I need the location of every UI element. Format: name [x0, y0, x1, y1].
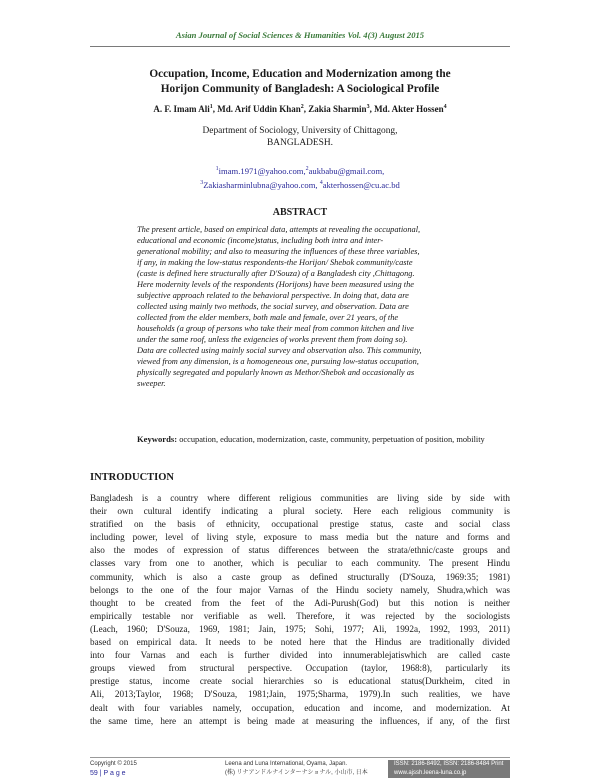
email-list: $^1$imam.1971@yahoo.com,$^2$aukbabu@gmail.com, $^3$Zakiasharminlubna@yahoo.com, $^4$akterhossen@cu.ac.bd — [200, 165, 400, 190]
email-sup: 3 — [200, 179, 204, 186]
email-link[interactable]: akterhossen@cu.ac.bd — [322, 179, 400, 190]
author-sup: 4 — [443, 104, 447, 110]
body-line: Ali, 2013;Taylor, 1968; D'Souza, 1981;Jain, 1975;Sharma, 1979).In such realities, we have — [90, 689, 510, 700]
body-line: Bangladesh is a country where different religious communities are living side by side with — [90, 493, 510, 503]
abstract-line: Here modernity levels of the respondents (Horijons) have been measured using the — [137, 280, 415, 289]
body-line: community, which is also a caste group as defined structurally (D'Souza, 1969:35; 1981) — [90, 571, 510, 582]
abstract-line: collected from the elder members, both male and female, over 21 years, of the — [137, 313, 399, 322]
body-line: empirically testable nor verifiable as well. Therefore, it was rejected by the sociologists — [90, 610, 510, 621]
abstract-line: physically segregated and popularly known as Methor/Shebok and occasionally as — [137, 368, 415, 377]
header-divider — [90, 46, 510, 47]
abstract-line: educational and economic (income)status, including both intra and inter- — [137, 236, 384, 245]
abstract-line: collected using mainly two methods, the social survey, and observation. Data are — [137, 302, 409, 311]
affiliation-line-2: BANGLADESH. — [267, 138, 333, 148]
email-link[interactable]: imam.1971@yahoo.com — [218, 165, 304, 176]
issn-text: ISSN: 2186-8492, ISSN: 2186-8484 Print — [394, 761, 504, 767]
footer-left — [90, 760, 137, 778]
body-line: stratified on the basis of ethnicity, occupational prestige status, caste and social class — [90, 519, 510, 530]
abstract-line: viewed from any dimension, is a homogeneous one, pursuing low-status occupation, — [137, 357, 419, 366]
author-name: Md. Akter Hossen — [374, 104, 444, 114]
keywords-label: Keywords: — [137, 434, 178, 444]
email-link[interactable]: aukbabu@gmail.com — [308, 165, 383, 176]
affiliation — [100, 125, 500, 149]
footer-divider — [90, 757, 510, 758]
keywords — [137, 434, 492, 445]
author-list: A. F. Imam Ali$^1$, Md. Arif Uddin Khan$^2$, Zakia Sharmin$^3$, Md. Akter Hossen$^4$ — [153, 104, 447, 114]
abstract-line: subjective approach related to the behavioral perspective. In doing that, data are — [137, 291, 409, 300]
body-line: classes vary from one to another, which is peculiar to each community. The present Hindu — [90, 558, 510, 569]
email-link[interactable]: Zakiasharminlubna@yahoo.com — [203, 179, 316, 190]
body-line: including power, level of living style, exposure to mass media but the nature and forms and — [90, 532, 510, 543]
body-line: thought to be created from the feet of the Adi-Purush(God) but this notion is neither — [90, 597, 510, 608]
body-line: dealt with four variables namely, occupation, education and income, and modernization. At — [90, 702, 510, 713]
author-name: Md. Arif Uddin Khan — [217, 104, 301, 114]
body-line: prestige status, income create social hierarchies so is educational status(Durkheim, cited in — [90, 676, 510, 687]
page-number: 59 | P a g e — [90, 770, 126, 777]
journal-url-link[interactable]: www.ajssh.leena-luna.co.jp — [394, 770, 467, 776]
body-line: their own cultural identify indicating a plural society. Here each religious community is — [90, 506, 510, 517]
introduction-body — [90, 492, 510, 728]
body-line: based on empirical data. It needs to be noted here that the Hindus are traditionally divided — [90, 637, 510, 648]
publisher-jp-text: (株) リナアンドルナインターナショナル, 小山市, 日本 — [225, 770, 368, 776]
body-line: groups viewed from structural perspective. Occupation (taylor, 1968:8), particularly its — [90, 663, 510, 674]
email-sup: 4 — [319, 179, 323, 186]
abstract-line: households (a group of persons who take their meal from common kitchen and live — [137, 324, 414, 333]
abstract-line: Data are collected using mainly social survey and observation also. This community, — [137, 346, 422, 355]
footer-publisher — [225, 760, 368, 778]
author-sup: 3 — [366, 104, 370, 110]
section-heading-introduction: INTRODUCTION — [90, 472, 175, 483]
author-name: Zakia Sharmin — [308, 104, 367, 114]
abstract-line: (caste is defined here structurally after D'Souza) of a Bangladesh city ,Chittagong. — [137, 269, 415, 278]
abstract-line: generational mobility; and also to measuring the influences of these three variables, — [137, 247, 420, 256]
copyright-text: Copyright © 2015 — [90, 761, 137, 767]
abstract-text — [137, 224, 487, 389]
email-sup: 1 — [215, 166, 219, 172]
abstract-line: if any, in making the low-status respondents-the Horijon/ Shebok community/caste — [137, 258, 413, 267]
publisher-text: Leena and Luna International, Oyama, Japan. — [225, 761, 348, 767]
author-sup: 2 — [300, 104, 304, 110]
abstract-line: under the same roof, unless the exigencies of works prevent them from doing so). — [137, 335, 408, 344]
footer-issn-box — [388, 760, 510, 778]
author-name: A. F. Imam Ali — [153, 104, 210, 114]
title-line-1: Occupation, Income, Education and Modernization among the — [149, 68, 451, 80]
title-line-2: Horijon Community of Bangladesh: A Sociological Profile — [160, 83, 440, 95]
author-sup: 1 — [209, 104, 213, 110]
abstract-line: The present article, based on empirical data, attempts at revealing the occupational, — [137, 225, 421, 234]
body-line: (Leach, 1960; D'Souza, 1969, 1981; Jain, 1975; Sohi, 1977; Ali, 1992a, 1992, 1993, 2011) — [90, 623, 510, 634]
abstract-heading: ABSTRACT — [272, 207, 328, 218]
journal-header: Asian Journal of Social Sciences & Humanities Vol. 4(3) August 2015 — [175, 30, 425, 40]
body-line: into four Varnas and each is further divided into innumerablejatiswhich are called caste — [90, 650, 510, 661]
body-line: also the modes of expression of status differences between the strata/ethnic/caste groups and — [90, 545, 510, 556]
body-line: the same time, here an attempt is being made at measuring the influences, if any, of the first — [90, 715, 510, 726]
affiliation-line-1: Department of Sociology, University of Chittagong, — [202, 126, 398, 136]
paper-title — [100, 67, 500, 97]
abstract-line: sweeper. — [137, 379, 166, 388]
email-sup: 2 — [305, 166, 309, 172]
body-line: belongs to the one of the four major Varnas of the Hindu society namely, Shudra,which was — [90, 584, 510, 595]
keywords-text: occupation, education, modernization, caste, community, perpetuation of position, mobility — [179, 435, 485, 444]
